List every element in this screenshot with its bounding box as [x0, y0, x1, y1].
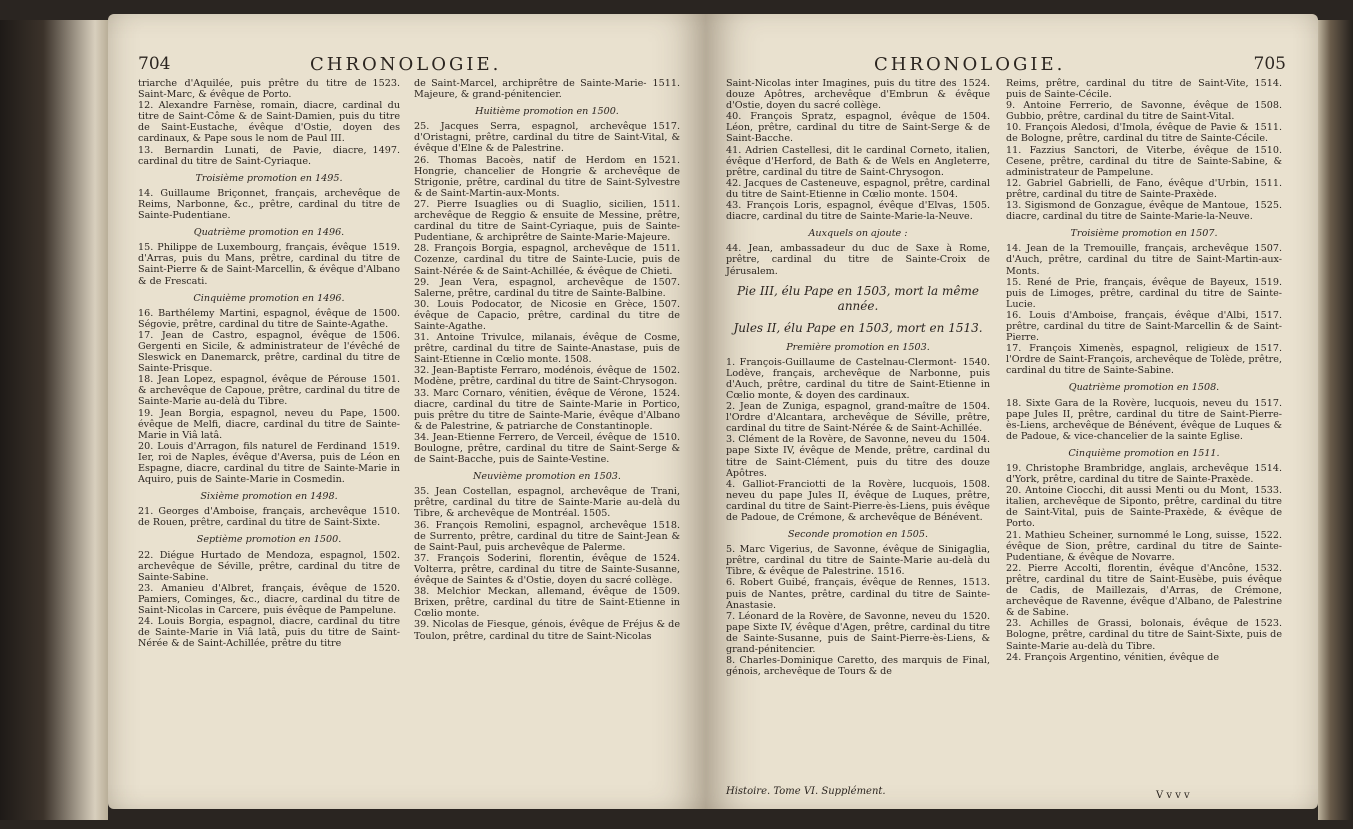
entry-year: 1520.: [962, 610, 990, 622]
entry-year: 1510.: [1254, 144, 1282, 156]
entry-text: 13. Sigismond de Gonzague, évêque de Mantoue, diacre, cardinal du titre de Sainte-Marie-la-Neuve.: [1006, 200, 1253, 223]
entry: [414, 199, 680, 243]
left-column-2: [414, 78, 680, 642]
entry-year: 1540.: [962, 356, 990, 368]
pope-heading: Pie III, élu Pape en 1503, mort la même année.: [736, 283, 979, 313]
entry-year: 1508.: [962, 478, 990, 490]
entry: [726, 243, 990, 276]
entry: [726, 178, 990, 200]
entry: [1006, 178, 1282, 200]
entry-text: 18. Sixte Gara de la Rovère, lucquois, neveu du pape Jules II, prêtre, cardinal du titre de Saint-Pierre-ès-Liens, archevêque de Bénévent, évêque de Luques & de Padoue, & vice-chancelier de la sainte Eglise.: [1006, 397, 1282, 442]
entry: [726, 434, 990, 478]
footer-book-title: Histoire. Tome VI. Supplément.: [726, 786, 886, 797]
entry: [726, 655, 990, 677]
entry: [414, 155, 680, 199]
entry: [1006, 277, 1282, 310]
entry: [138, 616, 400, 649]
entry: [726, 145, 990, 178]
right-running-head: CHRONOLOGIE.: [874, 54, 1066, 75]
entry: [1006, 463, 1282, 485]
entry-year: 1532.: [1254, 562, 1282, 574]
entry-year: 1507.: [1254, 243, 1282, 255]
entry-text: 17. Jean de Castro, espagnol, évêque de Gergenti en Sicile, & administrateur de l'évêché de Sleswick en Danemarck, prêtre, cardinal du titre de Sainte-Prisque.: [138, 329, 400, 375]
entry-text: 40. François Spratz, espagnol, évêque de Léon, prêtre, cardinal du titre de Saint-Serge & de Saint-Bacche.: [726, 111, 990, 145]
left-page-header: [138, 54, 676, 78]
entry-year: 1524.: [652, 552, 680, 564]
entry-text: 4. Galliot-Franciotti de la Rovère, lucquois, neveu du pape Jules II, évêque de Luques, prêtre, cardinal du titre de Saint-Pierre-ès-Liens, puis évêque de Padoue, de Crémone, & archevêque de Bénévent.: [726, 478, 990, 523]
entry: [726, 544, 990, 577]
entry: [1006, 398, 1282, 442]
promotion-heading: Sixième promotion en 1498.: [200, 491, 338, 503]
entry: [138, 506, 400, 528]
entry-text: 2. Jean de Zuniga, espagnol, grand-maître de l'Ordre d'Alcantara, archevêque de Séville, prêtre, cardinal du titre de Saint-Nérée & de Saint-Achillée.: [726, 401, 990, 435]
right-page-number: 705: [1253, 54, 1286, 74]
signature-mark: V v v v: [1156, 790, 1190, 801]
entry: [1006, 652, 1282, 663]
entry: [726, 611, 990, 655]
entry: [414, 520, 680, 553]
open-book: [108, 6, 1318, 824]
entry-text: 6. Robert Guibé, français, évêque de Rennes, puis de Nantes, prêtre, cardinal du titre de Sainte-Anastasie.: [726, 577, 990, 611]
promotion-heading: Cinquième promotion en 1496.: [193, 292, 345, 304]
entry-year: 1504.: [962, 111, 990, 123]
entry-year: 1517.: [1254, 309, 1282, 321]
entry-year: 1504.: [962, 401, 990, 413]
entry-text: 18. Jean Lopez, espagnol, évêque de Pérouse & archevêque de Capoue, prêtre, cardinal du titre de Sainte-Marie au-delà du Tibre.: [138, 374, 400, 408]
entry-year: 1509.: [652, 586, 680, 598]
entry-text: 34. Jean-Etienne Ferrero, de Verceil, évêque de Boulogne, prêtre, cardinal du titre de Saint-Serge & de Saint-Bacche, puis de Sainte-Vestine.: [414, 431, 680, 466]
book-left-edge: [0, 20, 108, 820]
entry-text: 24. Louis Borgia, espagnol, diacre, cardinal du titre de Sainte-Marie in Viâ latâ, puis du titre de Saint-Nérée & de Saint-Achillée, prêtre du titre: [138, 616, 400, 650]
entry-text: 16. Louis d'Amboise, français, évêque d'Albi, prêtre, cardinal du titre de Saint-Marcellin & de Saint-Pierre.: [1006, 309, 1282, 344]
entry-year: 1510.: [372, 506, 400, 518]
entry: [1006, 310, 1282, 343]
entry-text: 7. Léonard de la Rovère, de Savonne, neveu du pape Sixte IV, évêque d'Agen, prêtre, cardinal du titre de Sainte-Susanne, puis de Saint-Pierre-ès-Liens, & grand-pénitencier.: [726, 610, 990, 656]
entry-year: 1517.: [1254, 343, 1282, 355]
entry-text: 16. Barthélemy Martini, espagnol, évêque de Ségovie, prêtre, cardinal du titre de Sainte-Agathe.: [138, 307, 389, 330]
entry: [726, 479, 990, 523]
entry-year: 1511.: [652, 198, 680, 210]
entry-text: 35. Jean Costellan, espagnol, archevêque de Trani, prêtre, cardinal du titre de Sainte-Marie au-delà du Tibre, & archevêque de Montréal. 1505.: [414, 486, 680, 520]
promotion-heading: Neuvième promotion en 1503.: [473, 471, 621, 483]
entry: [1006, 618, 1282, 651]
promotion-heading: Cinquième promotion en 1511.: [1068, 447, 1220, 459]
entry-year: 1510.: [652, 431, 680, 443]
entry: [138, 550, 400, 583]
entry-text: 10. François Aledosi, d'Imola, évêque de Pavie & de Bologne, prêtre, cardinal du titre de Sainte-Cécile.: [1006, 122, 1269, 145]
entry-year: 1511.: [1254, 177, 1282, 189]
entry-text: de Saint-Marcel, archiprêtre de Sainte-Marie-Majeure, & grand-pénitencier.: [414, 78, 647, 101]
right-page: [706, 14, 1318, 809]
entry-year: 1525.: [1254, 200, 1282, 212]
entry-year: 1500.: [372, 307, 400, 319]
entry: [138, 308, 400, 330]
entry-year: 1507.: [652, 276, 680, 288]
left-page-number: 704: [138, 54, 171, 74]
entry-text: 13. Bernardin Lunati, de Pavie, diacre, cardinal du titre de Saint-Cyriaque.: [138, 144, 367, 167]
entry-text: 1. François-Guillaume de Castelnau-Clermont-Lodève, français, archevêque de Narbonne, puis d'Auch, prêtre, cardinal du titre de Saint-Etienne in Cœlio monte, & doyen des cardinaux.: [726, 356, 990, 401]
entry-text: 21. Georges d'Amboise, français, archevêque de Rouen, prêtre, cardinal du titre de Saint-Sixte.: [138, 506, 381, 529]
entry-year: 1519.: [1254, 276, 1282, 288]
entry: [726, 200, 990, 222]
promotion-heading: Seconde promotion en 1505.: [787, 529, 929, 541]
entry: [414, 586, 680, 619]
entry: [414, 432, 680, 465]
entry-year: 1517.: [652, 121, 680, 133]
entry-text: 22. Pierre Accolti, florentin, évêque d'Ancône, prêtre, cardinal du titre de Saint-Eusèbe, puis évêque de Cadis, de Maillezais, d'Arras, de Crémone, archevêque de Ravenne, évêque d'Albano, de Palestrine & de Sabine.: [1006, 562, 1282, 619]
entry-year: 1519.: [372, 242, 400, 254]
entry: [414, 299, 680, 332]
entry-year: 1514.: [1254, 78, 1282, 89]
entry-text: 19. Christophe Brambridge, anglais, archevêque d'York, prêtre, cardinal du titre de Sainte-Praxède.: [1006, 463, 1254, 486]
entry: [414, 553, 680, 586]
promotion-heading: Auxquels on ajoute :: [808, 228, 908, 240]
entry-text: 43. François Loris, espagnol, évêque d'Elvas, diacre, cardinal du titre de Sainte-Marie-la-Neuve.: [726, 200, 973, 223]
entry-text: 20. Antoine Ciocchi, dit aussi Menti ou du Mont, italien, archevêque de Siponto, prêtre, cardinal du titre de Saint-Vital, puis de Sainte-Praxède, & évêque de Porto.: [1006, 485, 1282, 530]
entry: [726, 401, 990, 434]
entry-year: 1506.: [372, 329, 400, 341]
entry-year: 1500.: [372, 407, 400, 419]
promotion-heading: Huitième promotion en 1500.: [475, 106, 619, 118]
entry: [138, 330, 400, 374]
entry-text: 24. François Argentino, vénitien, évêque de: [1006, 651, 1219, 663]
entry: [138, 583, 400, 616]
promotion-heading: Troisième promotion en 1495.: [195, 172, 343, 184]
entry-text: 38. Melchior Meckan, allemand, évêque de Brixen, prêtre, cardinal du titre de Saint-Etienne in Cœlio monte.: [414, 586, 680, 620]
entry-text: 22. Diégue Hurtado de Mendoza, espagnol, archevêque de Séville, prêtre, cardinal du titre de Sainte-Sabine.: [138, 549, 400, 583]
entry-text: Saint-Nicolas inter Imagines, puis du titre des douze Apôtres, archevêque d'Embrun & évêque d'Ostie, doyen du sacré collège.: [726, 78, 990, 112]
left-running-head: CHRONOLOGIE.: [310, 54, 502, 75]
left-column-1: [138, 78, 400, 649]
entry-year: 1522.: [1254, 529, 1282, 541]
entry: [414, 486, 680, 519]
entry-year: 1502.: [372, 549, 400, 561]
entry-year: 1511.: [652, 243, 680, 255]
entry: [414, 243, 680, 276]
entry-year: 1521.: [652, 154, 680, 166]
entry: [414, 121, 680, 154]
entry: [138, 242, 400, 286]
entry-text: 12. Alexandre Farnèse, romain, diacre, cardinal du titre de Saint-Côme & de Saint-Damien, puis du titre de Saint-Eustache, évêque d'Ostie, doyen des cardinaux, & Pape sous le nom de Paul III.: [138, 100, 400, 145]
entry-text: 26. Thomas Bacoès, natif de Herdom en Hongrie, chancelier de Hongrie & archevêque de Strigonie, prêtre, cardinal du titre de Saint-Sylvestre & de Saint-Martin-aux-Monts.: [414, 154, 680, 199]
entry: [138, 188, 400, 221]
entry-text: 8. Charles-Dominique Caretto, des marquis de Final, génois, archevêque de Tours & de: [726, 655, 990, 678]
entry-year: 1502.: [652, 365, 680, 377]
entry-year: 1524.: [962, 78, 990, 89]
entry: [1006, 145, 1282, 178]
entry-text: 31. Antoine Trivulce, milanais, évêque de Cosme, prêtre, cardinal du titre de Sainte-Anastase, puis de Saint-Etienne in Cœlio monte. 1508.: [414, 332, 680, 366]
entry-text: 14. Guillaume Briçonnet, français, archevêque de Reims, Narbonne, &c., prêtre, cardinal du titre de Sainte-Pudentiane.: [138, 187, 400, 222]
entry: [414, 388, 680, 432]
entry-text: Reims, prêtre, cardinal du titre de Saint-Vite, puis de Sainte-Cécile.: [1006, 78, 1249, 101]
entry-year: 1508.: [1254, 100, 1282, 112]
entry-year: 1524.: [652, 387, 680, 399]
entry-text: 25. Jacques Serra, espagnol, archevêque d'Oristagni, prêtre, cardinal du titre de Saint-Vital, & évêque d'Elne & de Palestrine.: [414, 121, 680, 155]
entry-year: 1504.: [962, 434, 990, 446]
entry-text: 12. Gabriel Gabrielli, de Fano, évêque d'Urbin, prêtre, cardinal du titre de Sainte-Praxède.: [1006, 177, 1249, 200]
entry-text: 44. Jean, ambassadeur du duc de Saxe à Rome, prêtre, cardinal du titre de Sainte-Croix de Jérusalem.: [726, 243, 990, 277]
entry-year: 1520.: [372, 582, 400, 594]
entry: [1006, 243, 1282, 276]
entry-text: 39. Nicolas de Fiesque, génois, évêque de Fréjus & de Toulon, prêtre, cardinal du titre de Saint-Nicolas: [414, 619, 680, 642]
entry-text: 33. Marc Cornaro, vénitien, évêque de Vérone, diacre, cardinal du titre de Sainte-Marie in Portico, puis prêtre du titre de Sainte-Marie, évêque d'Albano & de Palestrine, & patriarche de Constantinople.: [414, 387, 680, 432]
entry-text: 3. Clément de la Rovère, de Savonne, neveu du pape Sixte IV, évêque de Mende, prêtre, cardinal du titre de Saint-Clément, puis du titre des douze Apôtres.: [726, 434, 990, 479]
entry: [138, 145, 400, 167]
entry: [1006, 563, 1282, 618]
promotion-heading: Première promotion en 1503.: [786, 341, 930, 353]
entry-text: 15. Philippe de Luxembourg, français, évêque d'Arras, puis du Mans, prêtre, cardinal du titre de Saint-Pierre & de Saint-Marcellin, & évêque d'Albano & de Frescati.: [138, 242, 400, 287]
book-right-edge: [1318, 20, 1353, 820]
pope-heading: Jules II, élu Pape en 1503, mort en 1513.: [733, 320, 983, 335]
entry: [138, 100, 400, 144]
entry-year: 1501.: [372, 374, 400, 386]
right-page-header: [736, 54, 1288, 78]
right-column-2: [1006, 78, 1282, 663]
promotion-heading: Quatrième promotion en 1496.: [193, 227, 345, 239]
promotion-heading: Septième promotion en 1500.: [196, 534, 342, 546]
promotion-heading: Quatrième promotion en 1508.: [1068, 382, 1220, 394]
entry: [726, 111, 990, 144]
entry: [414, 365, 680, 387]
entry-year: 1518.: [652, 519, 680, 531]
entry-text: 27. Pierre Isuaglies ou di Suaglio, sicilien, archevêque de Reggio & ensuite de Messine, prêtre, cardinal du titre de Saint-Cyriaque, puis de Sainte-Pudentiane, & archiprêtre de Sainte-Marie-Majeure.: [414, 198, 680, 244]
entry: [1006, 343, 1282, 376]
entry: [1006, 122, 1282, 144]
entry: [726, 78, 990, 111]
entry-year: 1517.: [1254, 397, 1282, 409]
entry-year: 1523.: [372, 78, 400, 89]
entry-text: 9. Antoine Ferrerio, de Savonne, évêque de Gubbio, prêtre, cardinal du titre de Saint-Vital.: [1006, 100, 1249, 123]
entry: [138, 374, 400, 407]
entry: [414, 78, 680, 100]
entry-text: 21. Mathieu Scheiner, surnommé le Long, suisse, évêque de Sion, prêtre, cardinal du titre de Sainte-Pudentiane, & évêque de Novarre.: [1006, 529, 1282, 563]
entry: [1006, 485, 1282, 529]
entry-text: 15. René de Prie, français, évêque de Bayeux, puis de Limoges, prêtre, cardinal du titre de Sainte-Lucie.: [1006, 276, 1282, 310]
entry-text: 19. Jean Borgia, espagnol, neveu du Pape, évêque de Melfi, diacre, cardinal du titre de Sainte-Marie in Viâ latâ.: [138, 407, 400, 441]
entry-text: 42. Jacques de Casteneuve, espagnol, prêtre, cardinal du titre de Saint-Etienne in Cœlio monte. 1504.: [726, 177, 990, 200]
entry-text: 41. Adrien Castellesi, dit le cardinal Corneto, italien, évêque d'Herford, de Bath & de Wels en Angleterre, prêtre, cardinal du titre de Saint-Chrysogon.: [726, 144, 990, 178]
entry-text: 28. François Borgia, espagnol, archevêque de Cozenze, cardinal du titre de Sainte-Lucie, puis de Saint-Nérée & de Saint-Achillée, & évêque de Chieti.: [414, 243, 680, 277]
entry: [1006, 78, 1282, 100]
entry-year: 1513.: [962, 577, 990, 589]
entry-year: 1497.: [372, 144, 400, 156]
entry-year: 1505.: [962, 200, 990, 212]
entry: [1006, 530, 1282, 563]
entry-year: 1511.: [652, 78, 680, 89]
entry-year: 1533.: [1254, 485, 1282, 497]
entry-text: 36. François Remolini, espagnol, archevêque de Surrento, prêtre, cardinal du titre de Saint-Jean & de Saint-Paul, puis archevêque de Palerme.: [414, 519, 680, 553]
entry-year: 1523.: [1254, 618, 1282, 630]
entry: [414, 277, 680, 299]
entry-text: 20. Louis d'Arragon, fils naturel de Ferdinand Ier, roi de Naples, évêque d'Aversa, puis de Léon en Espagne, diacre, cardinal du titre de Sainte-Marie in Aquiro, puis de Sainte-Marie in Cosmedin.: [138, 440, 400, 486]
entry: [1006, 200, 1282, 222]
right-column-1: [726, 78, 990, 677]
entry: [138, 78, 400, 100]
entry-text: 37. François Soderini, florentin, évêque de Volterra, prêtre, cardinal du titre de Sainte-Susanne, évêque de Saintes & d'Ostie, doyen du sacré collège.: [414, 552, 680, 587]
promotion-heading: Troisième promotion en 1507.: [1070, 228, 1218, 240]
entry: [726, 577, 990, 610]
entry-text: 30. Louis Podocator, de Nicosie en Grèce, évêque de Capacio, prêtre, cardinal du titre de Sainte-Agathe.: [414, 298, 680, 332]
entry-text: 11. Fazzius Sanctori, de Viterbe, évêque de Cesene, prêtre, cardinal du titre de Sainte-Sabine, & administrateur de Pampelune.: [1006, 144, 1282, 178]
entry-text: 17. François Ximenès, espagnol, religieux de l'Ordre de Saint-François, archevêque de Tolède, prêtre, cardinal du titre de Sainte-Sabine.: [1006, 343, 1282, 377]
entry: [414, 619, 680, 641]
entry: [1006, 100, 1282, 122]
entry: [414, 332, 680, 365]
entry-text: triarche d'Aquilée, puis prêtre du titre de Saint-Marc, & évêque de Porto.: [138, 78, 367, 101]
entry-year: 1519.: [372, 440, 400, 452]
entry: [138, 408, 400, 441]
entry-text: 14. Jean de la Tremouille, français, archevêque d'Auch, prêtre, cardinal du titre de Saint-Martin-aux-Monts.: [1006, 243, 1282, 277]
entry: [138, 441, 400, 485]
entry-year: 1507.: [652, 298, 680, 310]
entry-text: 32. Jean-Baptiste Ferraro, modénois, évêque de Modène, prêtre, cardinal du titre de Saint-Chrysogon.: [414, 365, 678, 388]
entry-text: 29. Jean Vera, espagnol, archevêque de Salerne, prêtre, cardinal du titre de Sainte-Balbine.: [414, 276, 666, 299]
entry-text: 23. Achilles de Grassi, bolonais, évêque de Bologne, prêtre, cardinal du titre de Saint-Sixte, puis de Sainte-Marie au-delà du Tibre.: [1006, 618, 1282, 652]
entry: [726, 357, 990, 401]
entry-year: 1511.: [1254, 122, 1282, 134]
entry-text: 5. Marc Vigerius, de Savonne, évêque de Sinigaglia, prêtre, cardinal du titre de Sainte-Marie au-delà du Tibre, & évêque de Palestrine. 1516.: [726, 544, 990, 578]
left-page: [108, 14, 706, 809]
entry-text: 23. Amanieu d'Albret, français, évêque de Pamiers, Cominges, &c., diacre, cardinal du titre de Saint-Nicolas in Carcere, puis évêque de Pampelune.: [138, 582, 400, 617]
entry-year: 1514.: [1254, 463, 1282, 474]
